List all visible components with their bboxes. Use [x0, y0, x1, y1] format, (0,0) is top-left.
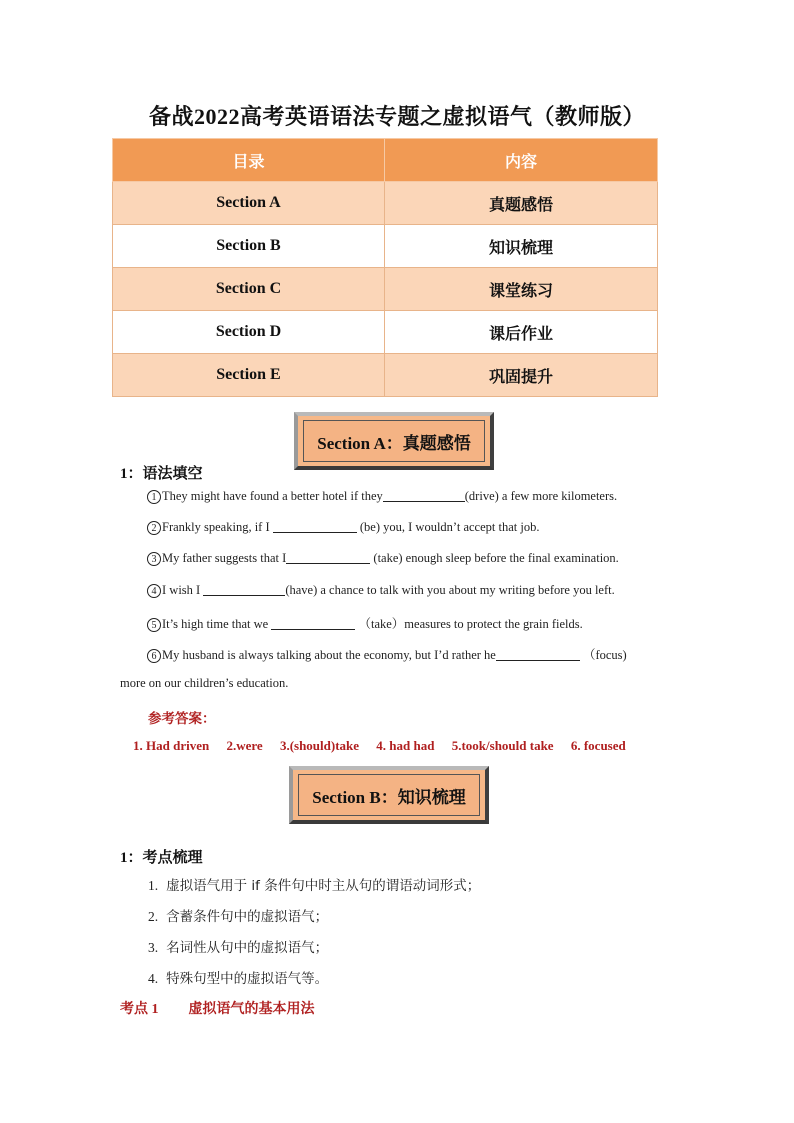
list-item [148, 874, 480, 894]
question-text: (have) a chance to talk with you about my writing before you left. [285, 583, 615, 597]
section-a-heading: 1：语法填空 [120, 466, 203, 482]
question-text: （focus) [579, 648, 627, 662]
answer-item: 1. Had driven [133, 738, 210, 753]
toc-row [113, 268, 658, 311]
question-2 [147, 520, 539, 535]
list-text: 名词性从句中的虚拟语气； [166, 940, 329, 956]
question-number-badge: 1 [147, 490, 161, 504]
list-item [148, 905, 328, 925]
toc-content-cell: 课后作业 [385, 311, 658, 354]
list-text: 虚拟语气用于 if 条件句中时主从句的谓语动词形式； [166, 878, 481, 894]
question-number-badge: 3 [147, 552, 161, 566]
toc-content-cell: 课堂练习 [385, 268, 658, 311]
toc-row [113, 354, 658, 397]
toc-section-cell: Section D [113, 311, 385, 354]
toc-table [112, 138, 658, 397]
answer-blank [383, 489, 465, 502]
list-number: 3. [148, 940, 159, 955]
question-text: I wish I [162, 583, 204, 597]
document-title: 备战2022高考英语语法专题之虚拟语气（教师版） [148, 104, 645, 129]
question-number-badge: 4 [147, 584, 161, 598]
question-text: (drive) a few more kilometers. [464, 489, 618, 503]
answer-item: 2.were [226, 738, 263, 753]
list-number: 4. [148, 971, 159, 986]
answer-blank [286, 551, 370, 564]
kaodian-label: 考点 1 [120, 1002, 159, 1017]
question-6 [147, 645, 627, 663]
list-item [148, 967, 328, 987]
toc-header-directory: 目录 [113, 139, 385, 182]
kaodian-title: 虚拟语气的基本用法 [188, 1002, 315, 1017]
answer-item: 5.took/should take [451, 738, 554, 753]
toc-row [113, 182, 658, 225]
question-text: My husband is always talking about the economy, but I’d rather he [162, 648, 496, 662]
toc-row [113, 225, 658, 268]
toc-section-cell: Section C [113, 268, 385, 311]
toc-section-cell: Section B [113, 225, 385, 268]
question-6-continuation: more on our children’s education. [120, 676, 289, 690]
toc-row [113, 311, 658, 354]
question-text: (be) you, I wouldn’t accept that job. [356, 520, 540, 534]
answer-list [133, 738, 626, 754]
answer-blank [271, 617, 355, 630]
question-text: Frankly speaking, if I [162, 520, 273, 534]
answer-blank [496, 648, 580, 661]
answer-item: 3.(should)take [279, 738, 360, 753]
question-5 [147, 614, 583, 632]
list-item [148, 936, 328, 956]
question-4 [147, 583, 615, 598]
list-number: 1. [148, 878, 159, 893]
toc-header-row [113, 139, 658, 182]
answer-item: 6. focused [570, 738, 626, 753]
toc-content-cell: 知识梳理 [385, 225, 658, 268]
section-a-banner-label: Section A：真题感悟 [303, 420, 485, 462]
section-a-banner [294, 412, 494, 470]
question-3 [147, 551, 619, 566]
question-number-badge: 2 [147, 521, 161, 535]
toc-content-cell: 巩固提升 [385, 354, 658, 397]
toc-header-content: 内容 [385, 139, 658, 182]
list-text: 含蓄条件句中的虚拟语气； [166, 909, 329, 925]
answer-label: 参考答案： [148, 711, 216, 726]
question-text: （take）measures to protect the grain fields. [355, 617, 583, 631]
section-b-banner-label: Section B：知识梳理 [298, 774, 480, 816]
question-text: It’s high time that we [162, 617, 272, 631]
section-b-banner [289, 766, 489, 824]
section-b-heading: 1：考点梳理 [120, 850, 203, 866]
list-text: 特殊句型中的虚拟语气等。 [166, 971, 329, 987]
question-text: They might have found a better hotel if they [162, 489, 383, 503]
kaodian-heading [120, 998, 315, 1018]
toc-section-cell: Section E [113, 354, 385, 397]
question-number-badge: 5 [147, 618, 161, 632]
answer-blank [273, 520, 357, 533]
question-text: (take) enough sleep before the final examination. [370, 551, 619, 565]
toc-content-cell: 真题感悟 [385, 182, 658, 225]
toc-section-cell: Section A [113, 182, 385, 225]
question-number-badge: 6 [147, 649, 161, 663]
answer-blank [203, 583, 285, 596]
question-1 [147, 489, 617, 504]
list-number: 2. [148, 909, 159, 924]
answer-item: 4. had had [376, 738, 435, 753]
question-text: My father suggests that I [162, 551, 287, 565]
